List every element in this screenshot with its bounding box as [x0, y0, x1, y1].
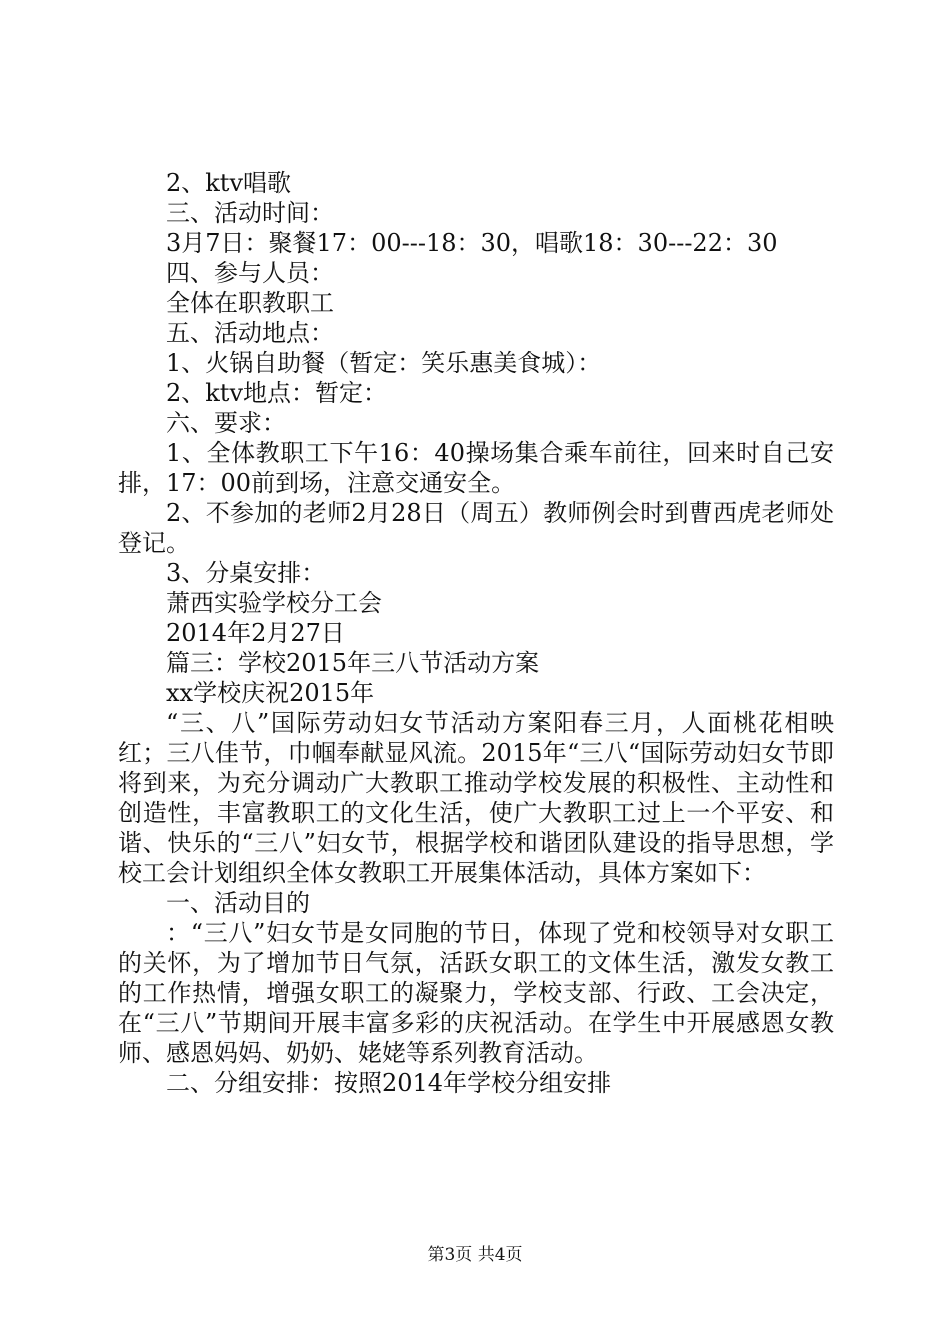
- paragraph-ktv-singing: 2、ktv唱歌: [166, 169, 292, 197]
- paragraph-grouping: 二、分组安排：按照2014年学校分组安排: [166, 1069, 612, 1097]
- page-footer: 第3页 共4页: [427, 1245, 523, 1265]
- heading-part-three: 篇三：学校2015年三八节活动方案: [166, 649, 540, 677]
- paragraph-hotpot: 1、火锅自助餐（暂定：笑乐惠美食城）：: [166, 349, 602, 377]
- paragraph-participants: 全体在职教职工: [166, 289, 334, 317]
- heading-location: 五、活动地点：: [166, 319, 334, 347]
- paragraph-schedule: 3月7日：聚餐17：00---18：30，唱歌18：30---22：30: [166, 229, 778, 257]
- heading-participants: 四、参与人员：: [166, 259, 334, 287]
- document-body: [118, 168, 834, 1098]
- paragraph-intro: “三、八”国际劳动妇女节活动方案阳春三月，人面桃花相映红；三八佳节，巾帼奉献显风流。2015年“三八“国际劳动妇女节即将到来，为充分调动广大教职工推动学校发展的积极性、主动性和创造性，丰富教职工的文化生活，使广大教职工过上一个平安、和谐、快乐的“三八”妇女节，根据学校和谐团队建设的指导思想，学校工会计划组织全体女教职工开展集体活动，具体方案如下：: [118, 709, 834, 887]
- paragraph-requirement-1: 1、全体教职工下午16：40操场集合乘车前往，回来时自己安排，17：00前到场，注意交通安全。: [118, 439, 834, 497]
- paragraph-school-title: xx学校庆祝2015年: [166, 679, 375, 707]
- heading-activity-time: 三、活动时间：: [166, 199, 334, 227]
- paragraph-date: 2014年2月27日: [166, 619, 345, 647]
- paragraph-purpose: ：“三八”妇女节是女同胞的节日，体现了党和校领导对女职工的关怀，为了增加节日气氛，活跃女职工的文体生活，激发女教工的工作热情，增强女职工的凝聚力，学校支部、行政、工会决定，在“三八”节期间开展丰富多彩的庆祝活动。在学生中开展感恩女教师、感恩妈妈、奶奶、姥姥等系列教育活动。: [118, 919, 834, 1067]
- heading-requirements: 六、要求：: [166, 409, 286, 437]
- paragraph-requirement-2: 2、不参加的老师2月28日（周五）教师例会时到曹西虎老师处登记。: [118, 499, 834, 557]
- paragraph-seating: 3、分桌安排：: [166, 559, 326, 587]
- heading-purpose: 一、活动目的: [166, 889, 310, 917]
- paragraph-signature: 萧西实验学校分工会: [166, 589, 382, 617]
- paragraph-ktv-location: 2、ktv地点：暂定：: [166, 379, 388, 407]
